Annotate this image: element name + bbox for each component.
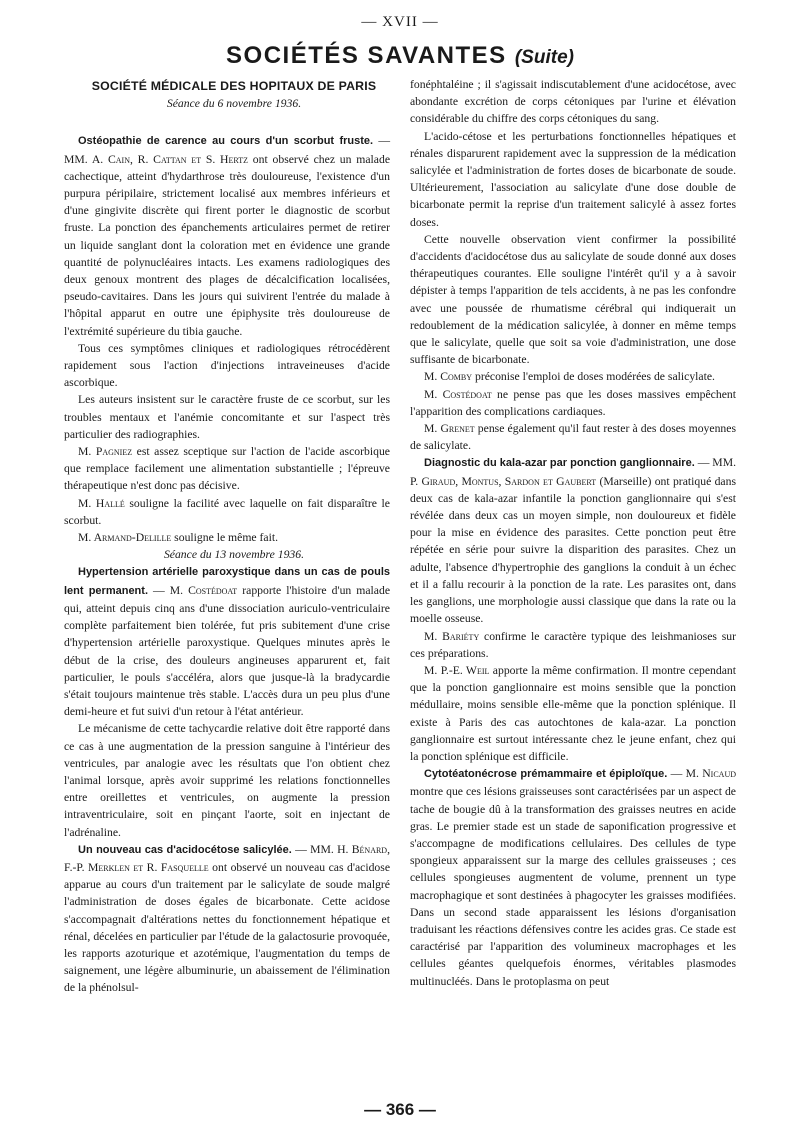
article-title: Un nouveau cas d'acidocétose salicylée. xyxy=(78,843,292,856)
article-title: Hypertension artérielle paroxystique dans un cas de pouls lent permanent. xyxy=(64,566,390,597)
article-costedoat: Hypertension artérielle paroxystique dans un cas de pouls lent permanent. — M. Costédoat rapporte l'histoire d'un malade qui, atteint depuis cinq ans d'une dissociation auriculo-ventriculaire complète parfaitement bien tolérée, fut pris subitement d'une crise d'hypertension artérielle paroxystique. Quelques minutes après le début de la crise, des douleurs angineuses apparurent et, fait particulier, le pouls s'accéléra, alors que jusque-là la bradycardie s'était toujours maintenue très stable. L'accès dura un peu plus d'une demi-heure et fut suivi d'un retour à l'état antérieur. xyxy=(64,566,391,719)
comment-grenet xyxy=(410,420,736,454)
article-giraud: Diagnostic du kala-azar par ponction ganglionnaire. — MM. P. Giraud, Montus, Sardon et Gaubert (Marseille) ont pratiqué dans deux cas de kala-azar infantile la ponction ganglionnaire qui s'est révélée dans deux cas un moyen simple, non douloureux et fidèle pour la mise en évidence des parasites. Cette ponction peut être répétée en série pour suivre la disparition des parasites. Chez un adulte, l'absence d'hypertrophie des ganglions la conduit à un échec et il a fallu recourir à la ponction de la rate. Les parasites ont, dans les ganglions, une morphologie aussi classique que dans la rate ou la moelle osseuse. xyxy=(410,456,737,626)
comment-text: confirme le caractère typique des leishmanioses sur ces préparations. xyxy=(410,629,736,660)
speaker: M. Nicaud xyxy=(685,767,736,781)
society-heading: SOCIÉTÉ MÉDICALE DES HOPITAUX DE PARIS xyxy=(91,79,377,93)
comment-text: est assez sceptique sur l'action de l'acide ascorbique que remplace facilement une alimentation substantielle ; l'épreuve thérapeutique n'est donc pas décisive. xyxy=(64,445,390,493)
article-text: ont observé chez un malade cachectique, atteint d'hydarthrose très douloureuse, l'existence d'un purpura péripilaire, strictement localisé aux membres inférieurs et d'une gingivite discrète qui firent porter le diagnostic de scorbut fruste. La ponction des épanchements articulaires permet de retirer un liquide sanglant dont la coloration met en évidence une grande quantité de polynucléaires intacts. Les examens radiologiques des deux genoux montrent des plages de décalcification localisées, pseudo-cavitaires. Dans les jours qui suivirent l'entrée du malade à l'hôpital apparut en outre une épiphysite très douloureuse de l'extrémité supérieure du tibia gauche. xyxy=(64,152,391,338)
paragraph-continued: fonéphtaléine ; il s'agissait indiscutablement d'une acidocétose, avec abondante excrétion de corps cétoniques par l'urine et élévation considérable du chiffre des corps cétoniques du sang. xyxy=(410,78,736,126)
speaker: M. Armand-Delille xyxy=(78,531,172,545)
article-title: Diagnostic du kala-azar par ponction ganglionnaire. xyxy=(424,457,695,470)
comment-text: apporte la même confirmation. Il montre cependant que la ponction ganglionnaire est moins sensible que la ponction médullaire, moins sensible elle-même que la ponction splénique. Il existe à Paris des cas autochtones de kala-azar. La ponction ganglionnaire est surtout intéressante chez le jeune enfant, chez qui la ponction splénique est difficile. xyxy=(410,663,736,763)
speaker: M. Costédoat xyxy=(169,583,238,597)
article-text: ont observé un nouveau cas d'acidose apparue au cours d'un traitement par le salicylate de soude malgré l'administration de doses égales de bicarbonate. Cette acidose s'accompagnait d'altérations nettes du fonctionnement hépatique et rénal, décelées en particulier par l'étude de la galactosurie provoquée, les rapports azoturique et azotémique, l'augmentation du temps de saignement, une légère albuminurie, un abaissement de l'élimination de la phénolsul- xyxy=(64,860,391,995)
comment-text: préconise l'emploi de doses modérées de salicylate. xyxy=(474,370,715,384)
comment-bariety xyxy=(410,628,736,662)
seance-date-2: Séance du 13 novembre 1936. xyxy=(163,548,305,562)
comment-text: souligne le même fait. xyxy=(174,531,279,545)
comment-halle xyxy=(64,495,390,529)
speaker: M. Hallé xyxy=(78,496,125,510)
speaker: M. Grenet xyxy=(424,422,475,436)
comment-costedoat xyxy=(410,386,736,420)
section-title-text: SOCIÉTÉS SAVANTES xyxy=(226,42,507,69)
paragraph: Le mécanisme de cette tachycardie relative doit être rapporté dans ce cas à une augmentation de la pression sanguine à l'intérieur des ventricules, par analogie avec les résultats que l'on obtient chez l'animal lorsque, après avoir supprimé les relations fonctionnelles entre oreillettes et ventricules, on augmente la pression intraventriculaire, soit en pinçant l'aorte, soit en injectant de l'adrénaline. xyxy=(64,722,390,839)
paragraph: Les auteurs insistent sur le caractère fruste de ce scorbut, sur les troubles mentaux et l'anémie concomitante et sur l'aspect très particulier des radiographies. xyxy=(64,393,390,441)
authors: MM. P. Giraud, Montus, Sardon et Gaubert xyxy=(410,456,737,488)
article-text: rapporte l'histoire d'un malade qui, atteint depuis cinq ans d'une dissociation auriculo-ventriculaire complète parfaitement bien tolérée, fut pris subitement d'une crise d'hypertension artérielle paroxystique. Quelques minutes après le début de la crise, des douleurs angineuses apparurent et, fait particulier, le pouls s'accéléra, alors que jusque-là la bradycardie s'était toujours maintenue très stable. L'accès dura un peu plus d'une demi-heure et fut suivi d'un retour à l'état antérieur. xyxy=(64,583,391,719)
paragraph: L'acido-cétose et les perturbations fonctionnelles hépatiques et rénales disparurent rapidement avec la suppression de la médication salicylée et l'administration de fortes doses de bicarbonate de soude. Ultérieurement, l'association au salicylate d'une dose double de bicarbonate permit la reprise d'un traitement salicylé à assez fortes doses. xyxy=(410,129,736,229)
speaker: M. Bariéty xyxy=(424,629,480,643)
article-text: montre que ces lésions graisseuses sont caractérisées par un aspect de tache de bougie dû à la transformation des graisses neutres en acide gras. Le premier stade est un stade de saponification progressive et s'accompagne de modifications cellulaires. Des cellules de type spongieux apparaissent sur la marge des cellules graisseuses ; ces cellules spongieuses augmentent de volume, prennent un type macrophagique et sont destinées à phagocyter les graisses modifiées. Dans un second stade apparaissent les lésions d'organisation traduisant les réactions défensives contre les acides gras. Ce stade est caractérisé par l'apparition des volumineux macrophages et les cellules géantes quelquefois énormes, véritables plasmodes multinucléés. Dans le protoplasma on peut xyxy=(410,785,736,988)
article-benard: Un nouveau cas d'acidocétose salicylée. — MM. H. Bénard, F.-P. Merklen et R. Fasquelle ont observé un nouveau cas d'acidose apparue au cours d'un traitement par le salicylate de soude malgré l'administration de doses égales de bicarbonate. Cette acidose s'accompagnait d'altérations nettes du fonctionnement hépatique et rénal, décelées en particulier par l'étude de la galactosurie provoquée, les rapports azoturique et azotémique, l'augmentation du temps de saignement, une légère albuminurie, un abaissement de l'élimination de la phénolsul- xyxy=(64,842,391,995)
seance-date-1: Séance du 6 novembre 1936. xyxy=(166,97,302,111)
comment-pagniez xyxy=(64,443,390,495)
authors: MM. A. Cain, R. Cattan et S. Hertz xyxy=(64,152,249,166)
comment-text: ne pense pas que les doses massives empêchent l'apparition des complications cardiaques. xyxy=(410,387,736,418)
section-title-suite: (Suite) xyxy=(514,47,574,68)
section-title xyxy=(0,42,800,70)
comment-weil xyxy=(410,662,736,765)
comment-comby xyxy=(410,368,736,385)
article-text: (Marseille) ont pratiqué dans deux cas de kala-azar infantile la ponction ganglionnaire qui s'est révélée dans deux cas un moyen simple, non douloureux et fidèle pour la mise en évidence des parasites. Cette ponction peut être répétée en série pour suivre la disparition des parasites. Chez un adulte, l'absence d'hypertrophie des ganglions la conduit à un échec et il a fallu recourir à la ponction de la rate. Les parasites ont, dans les ganglions, une morphologie aussi classique que dans la rate ou la moelle osseuse. xyxy=(410,474,737,626)
comment-text: souligne la facilité avec laquelle on fait disparaître le scorbut. xyxy=(64,496,390,527)
paragraph: Cette nouvelle observation vient confirmer la possibilité d'accidents d'acidocétose dus au salicylate de soude donné aux doses thérapeutiques courantes. Elle souligne l'intérêt qu'il y a à savoir dépister à temps l'apparition de tels accidents, à ne pas les confondre avec une poussée de rhumatisme cérébral qui indiquerait un redoublement de la médication salicylée, à donner en même temps que le salicylate, quelle que soit sa voie d'administration, une dose suffisante de bicarbonate. xyxy=(410,232,736,367)
speaker: M. Comby xyxy=(424,370,473,384)
right-column xyxy=(410,76,736,990)
article-title: Cytotéatonécrose prémammaire et épiploïque. xyxy=(424,768,668,781)
article-cain: Ostéopathie de carence au cours d'un scorbut fruste. — MM. A. Cain, R. Cattan et S. Hertz ont observé chez un malade cachectique, atteint d'hydarthrose très douloureuse, l'existence d'un purpura péripilaire, strictement localisé aux membres inférieurs et d'une gingivite discrète qui firent porter le diagnostic de scorbut fruste. La ponction des épanchements articulaires permet de retirer un liquide sanglant dont la coloration met en évidence une grande quantité de polynucléaires intacts. Les examens radiologiques des deux genoux montrent des plages de décalcification localisées, pseudo-cavitaires. Dans les jours qui suivirent l'entrée du malade à l'hôpital apparut en outre une épiphysite très douloureuse de l'extrémité supérieure du tibia gauche. xyxy=(64,134,391,338)
article-title: Ostéopathie de carence au cours d'un scorbut fruste. xyxy=(78,135,374,148)
authors: MM. H. Bénard, F.-P. Merklen et R. Fasquelle xyxy=(64,842,391,874)
comment-text: pense également qu'il faut rester à des doses moyennes de salicylate. xyxy=(410,422,736,453)
speaker: M. Costédoat xyxy=(424,387,492,401)
paragraph: Tous ces symptômes cliniques et radiologiques rétrocédèrent rapidement sous l'action d'injections intraveineuses d'acide ascorbique. xyxy=(64,341,390,390)
roman-page-number: — XVII — xyxy=(361,14,439,30)
comment-armand-delille xyxy=(64,529,390,546)
speaker: M. Pagniez xyxy=(78,445,133,459)
article-nicaud: Cytotéatonécrose prémammaire et épiploïque. — M. Nicaud montre que ces lésions graisseuses sont caractérisées par un aspect de tache de bougie dû à la transformation des graisses neutres en acide gras. Le premier stade est un stade de saponification progressive et s'accompagne de modifications cellulaires. Des cellules de type spongieux apparaissent sur la marge des cellules graisseuses ; ces cellules spongieuses augmentent de volume, prennent un type macrophagique et sont destinées à phagocyter les graisses modifiées. Dans un second stade apparaissent les lésions d'organisation traduisant les réactions défensives contre les acides gras. Ce stade est caractérisé par l'apparition des volumineux macrophages et les cellules géantes quelquefois énormes, véritables plasmodes multinucléés. Dans le protoplasma on peut xyxy=(410,767,736,988)
speaker: M. P.-E. Weil xyxy=(424,663,490,677)
page-number: — 366 — xyxy=(364,1100,436,1119)
left-column xyxy=(64,78,390,997)
